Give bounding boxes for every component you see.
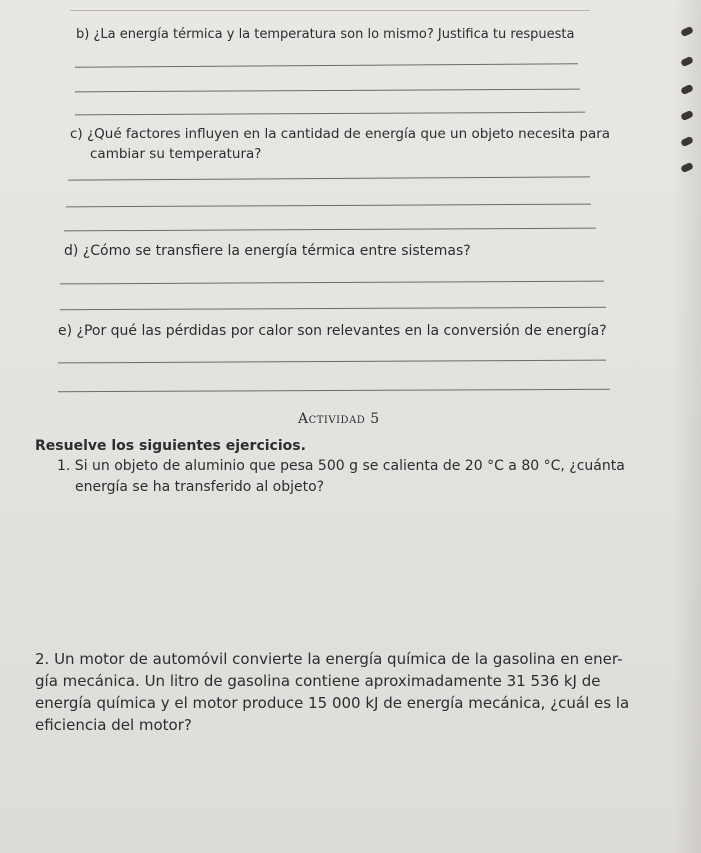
question-e: e) ¿Por qué las pérdidas por calor son relevantes en la conversión de energía?	[58, 323, 607, 339]
answer-line	[60, 281, 604, 285]
exercise-1-line: energía se ha transferido al objeto?	[75, 479, 325, 495]
exercise-1	[57, 456, 625, 498]
answer-line	[75, 89, 580, 93]
activity-instruction: Resuelve los siguientes ejercicios.	[35, 438, 306, 454]
top-edge-line	[70, 10, 590, 11]
exercise-2-line: energía química y el motor produce 15 000 kJ de energía mecánica, ¿cuál es la	[35, 694, 630, 712]
answer-line	[66, 204, 591, 208]
answer-line	[68, 176, 590, 180]
activity-title: Actividad 5	[298, 411, 380, 427]
answer-line	[58, 360, 606, 364]
question-c: c) ¿Qué factores influyen en la cantidad de energía que un objeto necesita para	[70, 126, 611, 142]
question-d: d) ¿Cómo se transfiere la energía térmica entre sistemas?	[64, 243, 471, 259]
question-b: b) ¿La energía térmica y la temperatura son lo mismo? Justifica tu respuesta	[76, 27, 575, 42]
answer-line	[60, 307, 606, 310]
answer-line	[58, 389, 610, 392]
answer-line	[64, 228, 596, 232]
answer-line	[75, 63, 578, 68]
question-c-continuation: cambiar su temperatura?	[90, 146, 262, 162]
spiral-binding	[673, 0, 701, 853]
answer-line	[75, 112, 585, 116]
exercise-1-line: 1. Si un objeto de aluminio que pesa 500 g se calienta de 20 °C a 80 °C, ¿cuánta	[57, 458, 625, 474]
exercise-2-line: eficiencia del motor?	[35, 716, 192, 734]
exercise-2-line: gía mecánica. Un litro de gasolina contiene aproximadamente 31 536 kJ de	[35, 672, 601, 690]
exercise-2	[35, 648, 629, 736]
exercise-2-line: 2. Un motor de automóvil convierte la energía química de la gasolina en ener-	[35, 650, 623, 668]
